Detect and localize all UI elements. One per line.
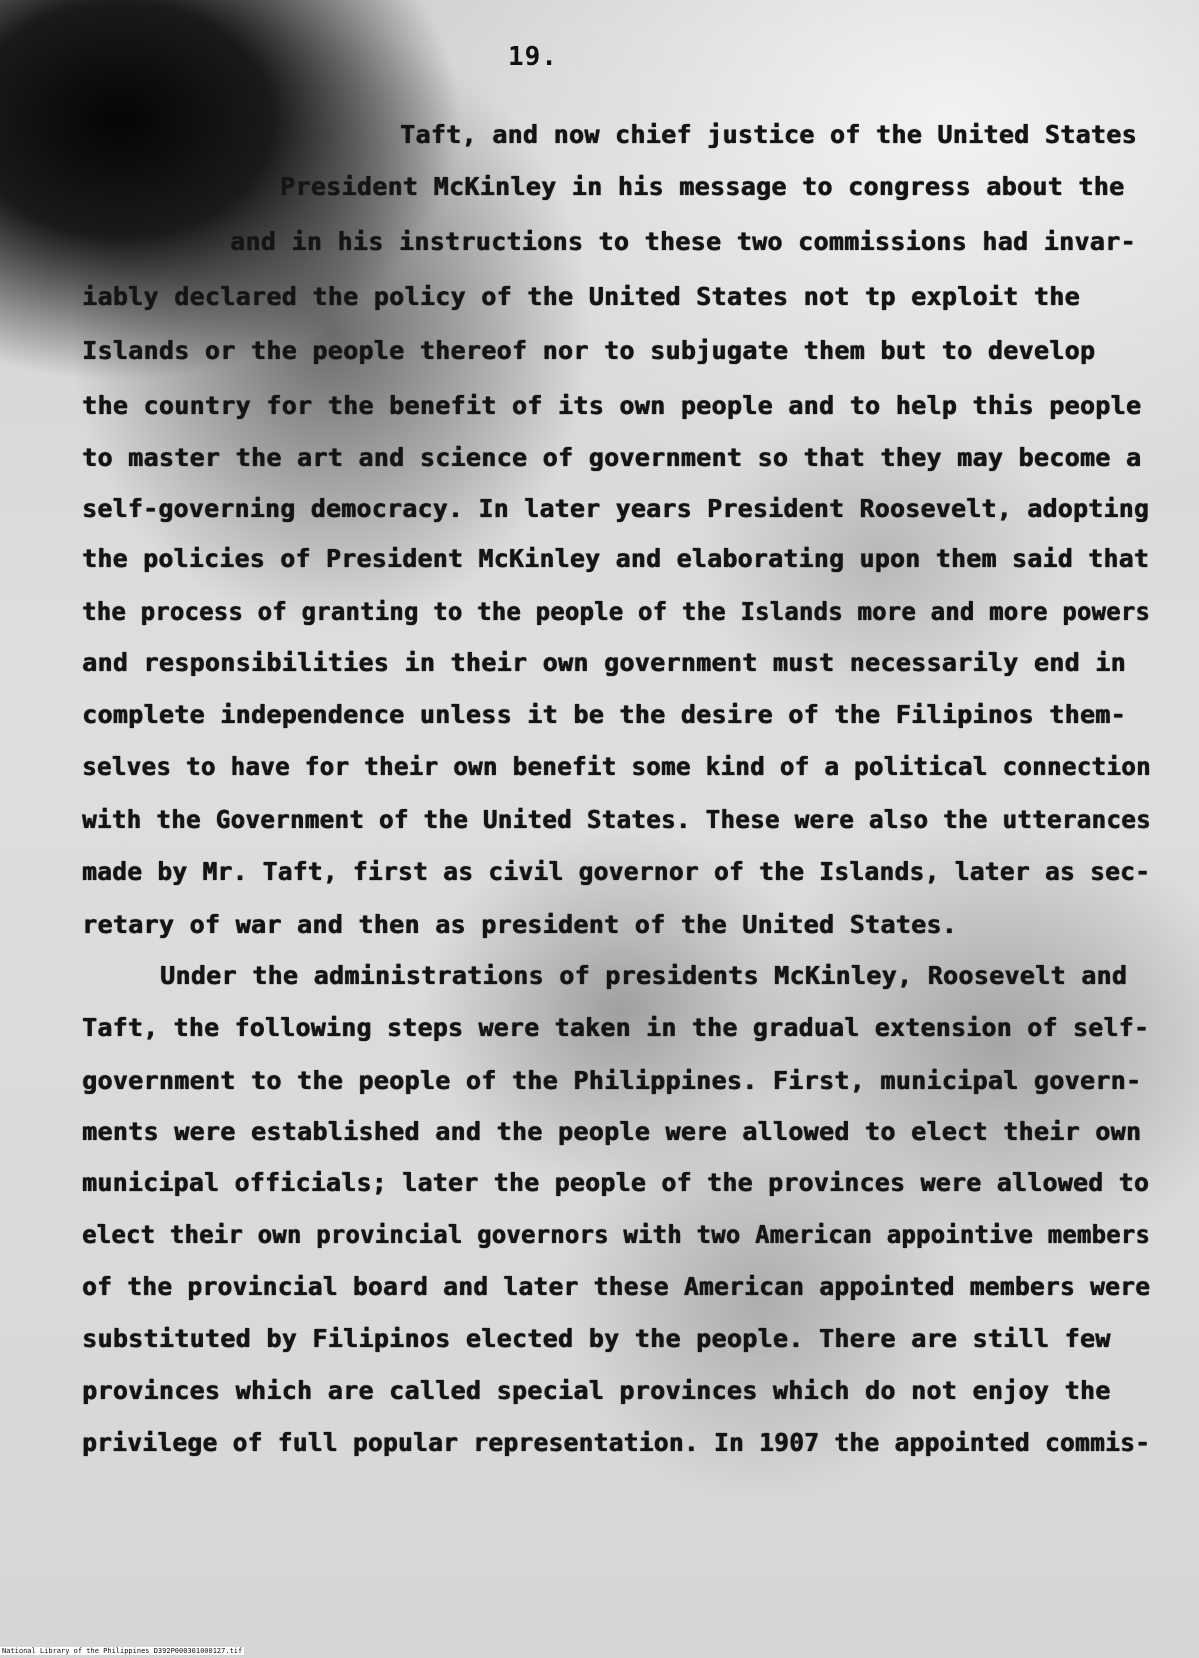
text-line: and in his instructions to these two commissions had invar- [230, 227, 1136, 256]
text-line: Taft, and now chief justice of the United States [400, 120, 1137, 149]
text-line: iably declared the policy of the United States not tp exploit the [82, 282, 1080, 311]
text-line: the policies of President McKinley and elaborating upon them said that [82, 544, 1150, 573]
text-line: with the Government of the United States. These were also the utterances [82, 805, 1151, 834]
text-line: President McKinley in his message to congress about the [280, 172, 1125, 201]
text-line: provinces which are called special provinces which do not enjoy the [82, 1376, 1111, 1405]
text-line: ments were established and the people were allowed to elect their own [82, 1117, 1142, 1146]
text-line: the process of granting to the people of the Islands more and more powers [82, 597, 1150, 626]
text-line: substituted by Filipinos elected by the people. There are still few [82, 1324, 1111, 1353]
text-line: of the provincial board and later these American appointed members were [82, 1272, 1151, 1301]
text-line: complete independence unless it be the desire of the Filipinos them- [82, 700, 1126, 729]
text-line: elect their own provincial governors with two American appointive members [82, 1220, 1150, 1249]
page-number: 19. [508, 42, 558, 72]
scan-footer-label: National Library of the Philippines D392P000301000127.tif [2, 1647, 243, 1655]
text-line: Taft, the following steps were taken in the gradual extension of self- [82, 1013, 1150, 1042]
text-line: government to the people of the Philippines. First, municipal govern- [82, 1066, 1142, 1095]
text-line: and responsibilities in their own government must necessarily end in [82, 648, 1126, 677]
text-line: to master the art and science of government so that they may become a [82, 443, 1142, 472]
text-line: retary of war and then as president of the United States. [82, 910, 958, 939]
text-line: the country for the benefit of its own people and to help this people [82, 391, 1142, 420]
text-line: privilege of full popular representation. In 1907 the appointed commis- [82, 1428, 1151, 1457]
text-line: self-governing democracy. In later years President Roosevelt, adopting [82, 494, 1150, 523]
text-line: selves to have for their own benefit some kind of a political connection [82, 752, 1151, 781]
text-line: Under the administrations of presidents McKinley, Roosevelt and [160, 961, 1128, 990]
text-line: Islands or the people thereof nor to subjugate them but to develop [82, 336, 1096, 365]
text-line: made by Mr. Taft, first as civil governor of the Islands, later as sec- [82, 857, 1151, 886]
text-line: municipal officials; later the people of the provinces were allowed to [82, 1168, 1150, 1197]
